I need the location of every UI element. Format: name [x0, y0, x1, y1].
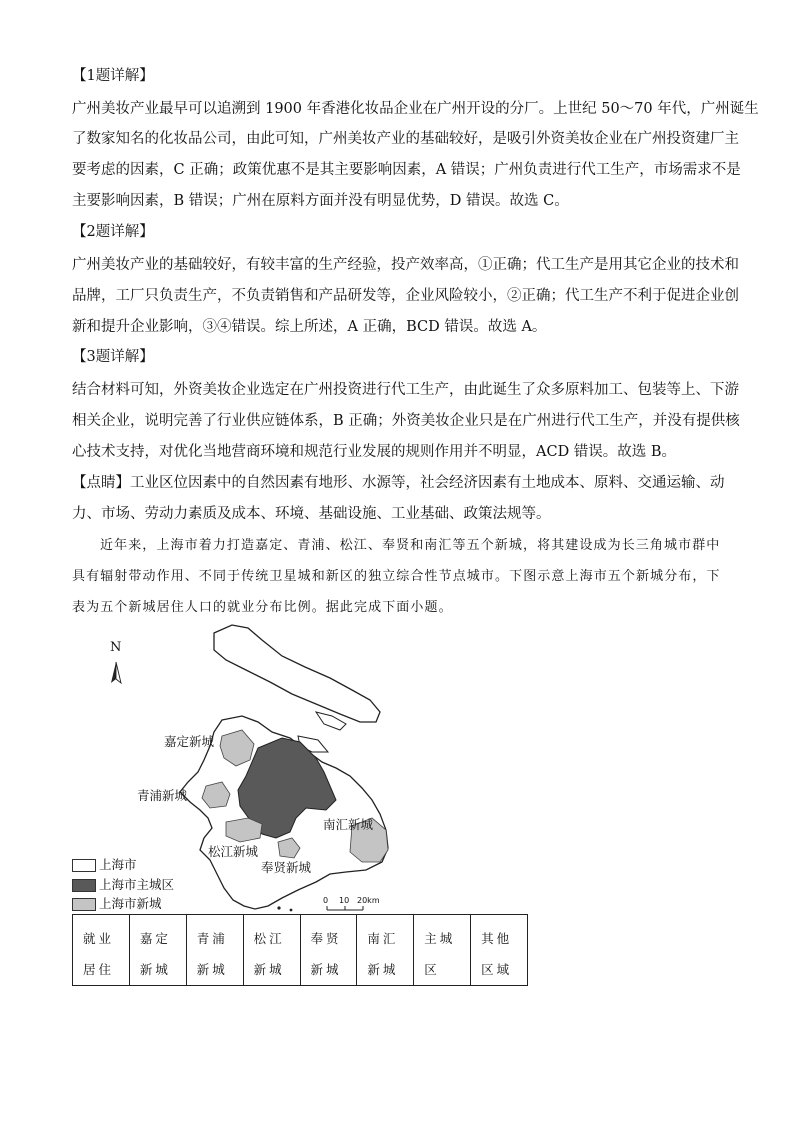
cell-text: 新城: [139, 962, 171, 977]
cell-text: 其他: [481, 931, 513, 946]
section1-line: 广州美妆产业最早可以追溯到 1900 年香港化妆品企业在广州开设的分厂。上世纪 50～70 年代，广州诞生: [72, 101, 759, 117]
legend-item-main: [72, 875, 174, 893]
legend-swatch-city: [72, 859, 96, 872]
section3-heading: 【3题详解】: [72, 349, 154, 365]
section1-heading: 【1题详解】: [72, 68, 154, 84]
section3-line: 心技术支持，对优化当地营商环境和规范行业发展的规则作用并不明显，ACD 错误。故选 B。: [72, 444, 677, 460]
section2-line: 品牌，工厂只负责生产，不负责销售和产品研发等，企业风险较小，②正确；代工生产不利于促进企业创: [72, 288, 739, 304]
intro-line: 具有辐射带动作用、不同于传统卫星城和新区的独立综合性节点城市。下图示意上海市五个新城分布，下: [72, 569, 721, 584]
section3-line: 相关企业，说明完善了行业供应链体系，B 正确；外资美妆企业只是在广州进行代工生产，并没有提供核: [72, 413, 740, 429]
scale-label-20: 20km: [357, 896, 380, 905]
cell-text: 南汇: [367, 931, 399, 946]
label-jiading: 嘉定新城: [164, 734, 215, 749]
legend-label: 上海市新城: [99, 896, 162, 911]
label-nanhui: 南汇新城: [323, 817, 374, 832]
cell-text: 新城: [310, 962, 342, 977]
islet: [290, 909, 293, 912]
legend-swatch-new: [72, 898, 96, 911]
table-cell: [129, 915, 186, 986]
label-songjiang: 松江新城: [208, 844, 259, 859]
summary-line: 工业区位因素中的自然因素有地形、水源等，社会经济因素有土地成本、原料、交通运输、动: [130, 475, 725, 491]
cell-text: 区: [424, 962, 440, 977]
cell-text: 居住: [83, 962, 115, 977]
section3-line: 结合材料可知，外资美妆企业选定在广州投资进行代工生产，由此诞生了众多原料加工、包装等上、下游: [72, 382, 739, 398]
cell-text: 青浦: [196, 931, 228, 946]
intro-line: 近年来，上海市着力打造嘉定、青浦、松江、奉贤和南汇等五个新城，将其建设成为长三角城市群中: [100, 538, 721, 553]
label-qingpu: 青浦新城: [137, 788, 188, 803]
section1-line: 主要影响因素，B 错误；广州在原料方面并没有明显优势，D 错误。故选 C。: [72, 193, 569, 209]
employment-table: [72, 914, 528, 986]
islet: [277, 906, 280, 909]
cell-text: 主城: [424, 931, 456, 946]
cell-text: 区域: [481, 962, 513, 977]
north-arrow-icon: [111, 662, 116, 683]
section2-heading: 【2题详解】: [72, 224, 154, 240]
table-cell: [243, 915, 300, 986]
chongming-island: [214, 625, 380, 722]
cell-text: 新城: [253, 962, 285, 977]
cell-text: 就业: [83, 931, 115, 946]
cell-text: 奉贤: [310, 931, 342, 946]
label-fengxian: 奉贤新城: [261, 860, 312, 875]
scale-label-10: 10: [339, 896, 350, 905]
cell-text: 新城: [367, 962, 399, 977]
table-cell: [357, 915, 414, 986]
new-town-songjiang: [226, 818, 262, 842]
section2-line: 广州美妆产业的基础较好，有较丰富的生产经验，投产效率高，①正确；代工生产是用其它企业的技术和: [72, 257, 739, 273]
summary-line: 力、市场、劳动力素质及成本、环境、基础设施、工业基础、政策法规等。: [72, 506, 551, 522]
legend-item-new: [72, 894, 162, 912]
legend-label: 上海市主城区: [99, 877, 175, 892]
table-cell: [300, 915, 357, 986]
north-arrow-icon-half: [116, 662, 121, 683]
cell-text: 松江: [253, 931, 285, 946]
legend-label: 上海市: [99, 857, 137, 872]
scale-bar: [327, 906, 363, 910]
north-label: N: [110, 640, 122, 655]
table-cell: [186, 915, 243, 986]
cell-text: 嘉定: [139, 931, 171, 946]
legend-item-city: [72, 855, 137, 873]
section2-line: 新和提升企业影响，③④错误。综上所述，A 正确，BCD 错误。故选 A。: [72, 319, 547, 335]
table-row: [73, 915, 528, 986]
legend-swatch-main: [72, 879, 96, 892]
table-cell: [471, 915, 528, 986]
intro-line: 表为五个新城居住人口的就业分布比例。据此完成下面小题。: [72, 600, 453, 615]
table-header-cell: [73, 915, 130, 986]
summary-label: 【点睛】: [72, 475, 130, 491]
table-cell: [414, 915, 471, 986]
scale-label-0: 0: [323, 896, 329, 905]
section1-line: 要考虑的因素，C 正确；政策优惠不是其主要影响因素，A 错误；广州负责进行代工生产，市场需求不是: [72, 162, 741, 178]
section1-line: 了数家知名的化妆品公司，由此可知，广州美妆产业的基础较好，是吸引外资美妆企业在广州投资建厂主: [72, 131, 739, 147]
cell-text: 新城: [196, 962, 228, 977]
